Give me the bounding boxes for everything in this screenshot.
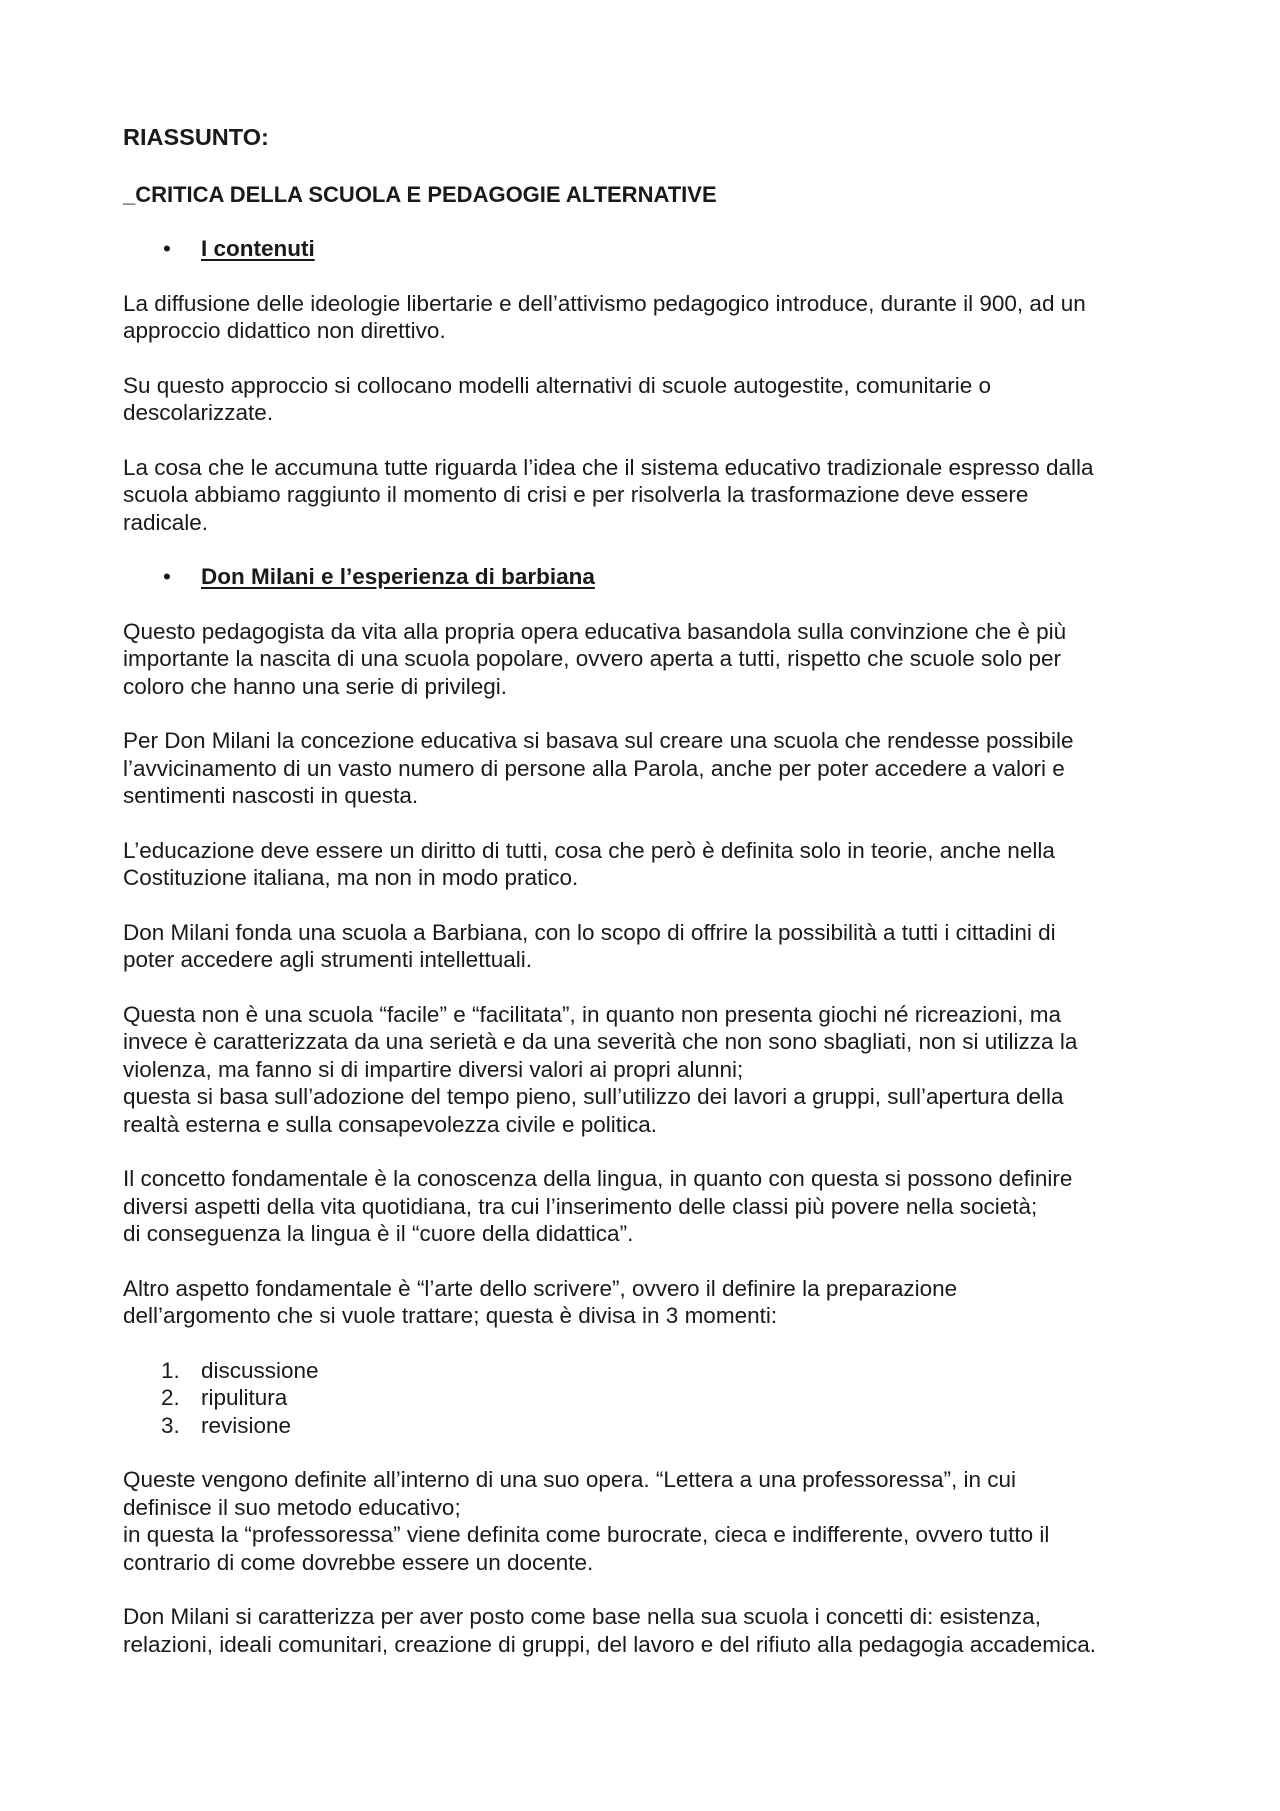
bullet-icon: • <box>163 236 171 261</box>
paragraph: La cosa che le accumuna tutte riguarda l’idea che il sistema educativo tradizionale espresso dalla scuola abbiamo raggiunto il momento di crisi e per risolverla la trasformazione deve essere radicale. <box>123 454 1094 535</box>
section-heading-text: Don Milani e l’esperienza di barbiana <box>201 564 595 589</box>
list-number: 2. <box>161 1385 180 1410</box>
list-item-label: ripulitura <box>201 1385 288 1410</box>
paragraph: Altro aspetto fondamentale è “l’arte dello scrivere”, ovvero il definire la preparazione dell’argomento che si vuole trattare; questa è divisa in 3 momenti: <box>123 1275 958 1328</box>
document-title: RIASSUNTO: <box>123 124 269 150</box>
list-item <box>123 1357 1163 1385</box>
bullet-icon: • <box>163 564 171 589</box>
document-page <box>123 124 1163 1685</box>
paragraph: L’educazione deve essere un diritto di tutti, cosa che però è definita solo in teorie, anche nella Costituzione italiana, ma non in modo pratico. <box>123 837 1055 890</box>
paragraph: Don Milani fonda una scuola a Barbiana, con lo scopo di offrire la possibilità a tutti i cittadini di poter accedere agli strumenti intellettuali. <box>123 919 1056 972</box>
list-number: 3. <box>161 1412 180 1438</box>
section-heading-text: I contenuti <box>201 236 315 261</box>
list-item <box>123 1384 1163 1412</box>
section-heading-don-milani <box>123 563 1163 591</box>
paragraph: Il concetto fondamentale è la conoscenza della lingua, in quanto con questa si possono definire diversi aspetti della vita quotidiana, tra cui l’inserimento delle classi più povere nella società; di conseguenza la lingua è il “cuore della didattica”. <box>123 1166 1073 1246</box>
document-subtitle: _CRITICA DELLA SCUOLA E PEDAGOGIE ALTERNATIVE <box>123 181 717 207</box>
list-item <box>123 1412 1163 1440</box>
numbered-list <box>123 1357 1163 1440</box>
paragraph: Per Don Milani la concezione educativa si basava sul creare una scuola che rendesse possibile l’avvicinamento di un vasto numero di persone alla Parola, anche per poter accedere a valori e sentimenti nascosti in questa. <box>123 728 1074 808</box>
paragraph: Queste vengono definite all’interno di una suo opera. “Lettera a una professoressa”, in cui definisce il suo metodo educativo; in questa la “professoressa” viene definita come burocrate, cieca e indifferente, ovvero tutto il contrario di come dovrebbe essere un docente. <box>123 1467 1050 1575</box>
paragraph: Questa non è una scuola “facile” e “facilitata”, in quanto non presenta giochi né ricreazioni, ma invece è caratterizzata da una serietà e da una severità che non sono sbagliati, non si utilizza la violenza, ma fanno si di impartire diversi valori ai propri alunni; questa si basa sull’adozione del tempo pieno, sull’utilizzo dei lavori a gruppi, sull’apertura della realtà esterna e sulla consapevolezza civile e politica. <box>123 1001 1078 1137</box>
list-item-label: discussione <box>201 1357 319 1383</box>
paragraph: Questo pedagogista da vita alla propria opera educativa basandola sulla convinzione che è più importante la nascita di una scuola popolare, ovvero aperta a tutti, rispetto che scuole solo per coloro che hanno una serie di privilegi. <box>123 618 1067 699</box>
list-item-label: revisione <box>201 1412 292 1438</box>
list-number: 1. <box>161 1357 180 1383</box>
paragraph: La diffusione delle ideologie libertarie e dell’attivismo pedagogico introduce, durante il 900, ad un approccio didattico non direttivo. <box>123 290 1086 343</box>
paragraph: Su questo approccio si collocano modelli alternativi di scuole autogestite, comunitarie o descolarizzate. <box>123 372 991 425</box>
paragraph: Don Milani si caratterizza per aver posto come base nella sua scuola i concetti di: esistenza, relazioni, ideali comunitari, creazione di gruppi, del lavoro e del rifiuto alla pedagogia accademica. <box>123 1604 1097 1657</box>
section-heading-contenuti <box>123 235 1163 263</box>
